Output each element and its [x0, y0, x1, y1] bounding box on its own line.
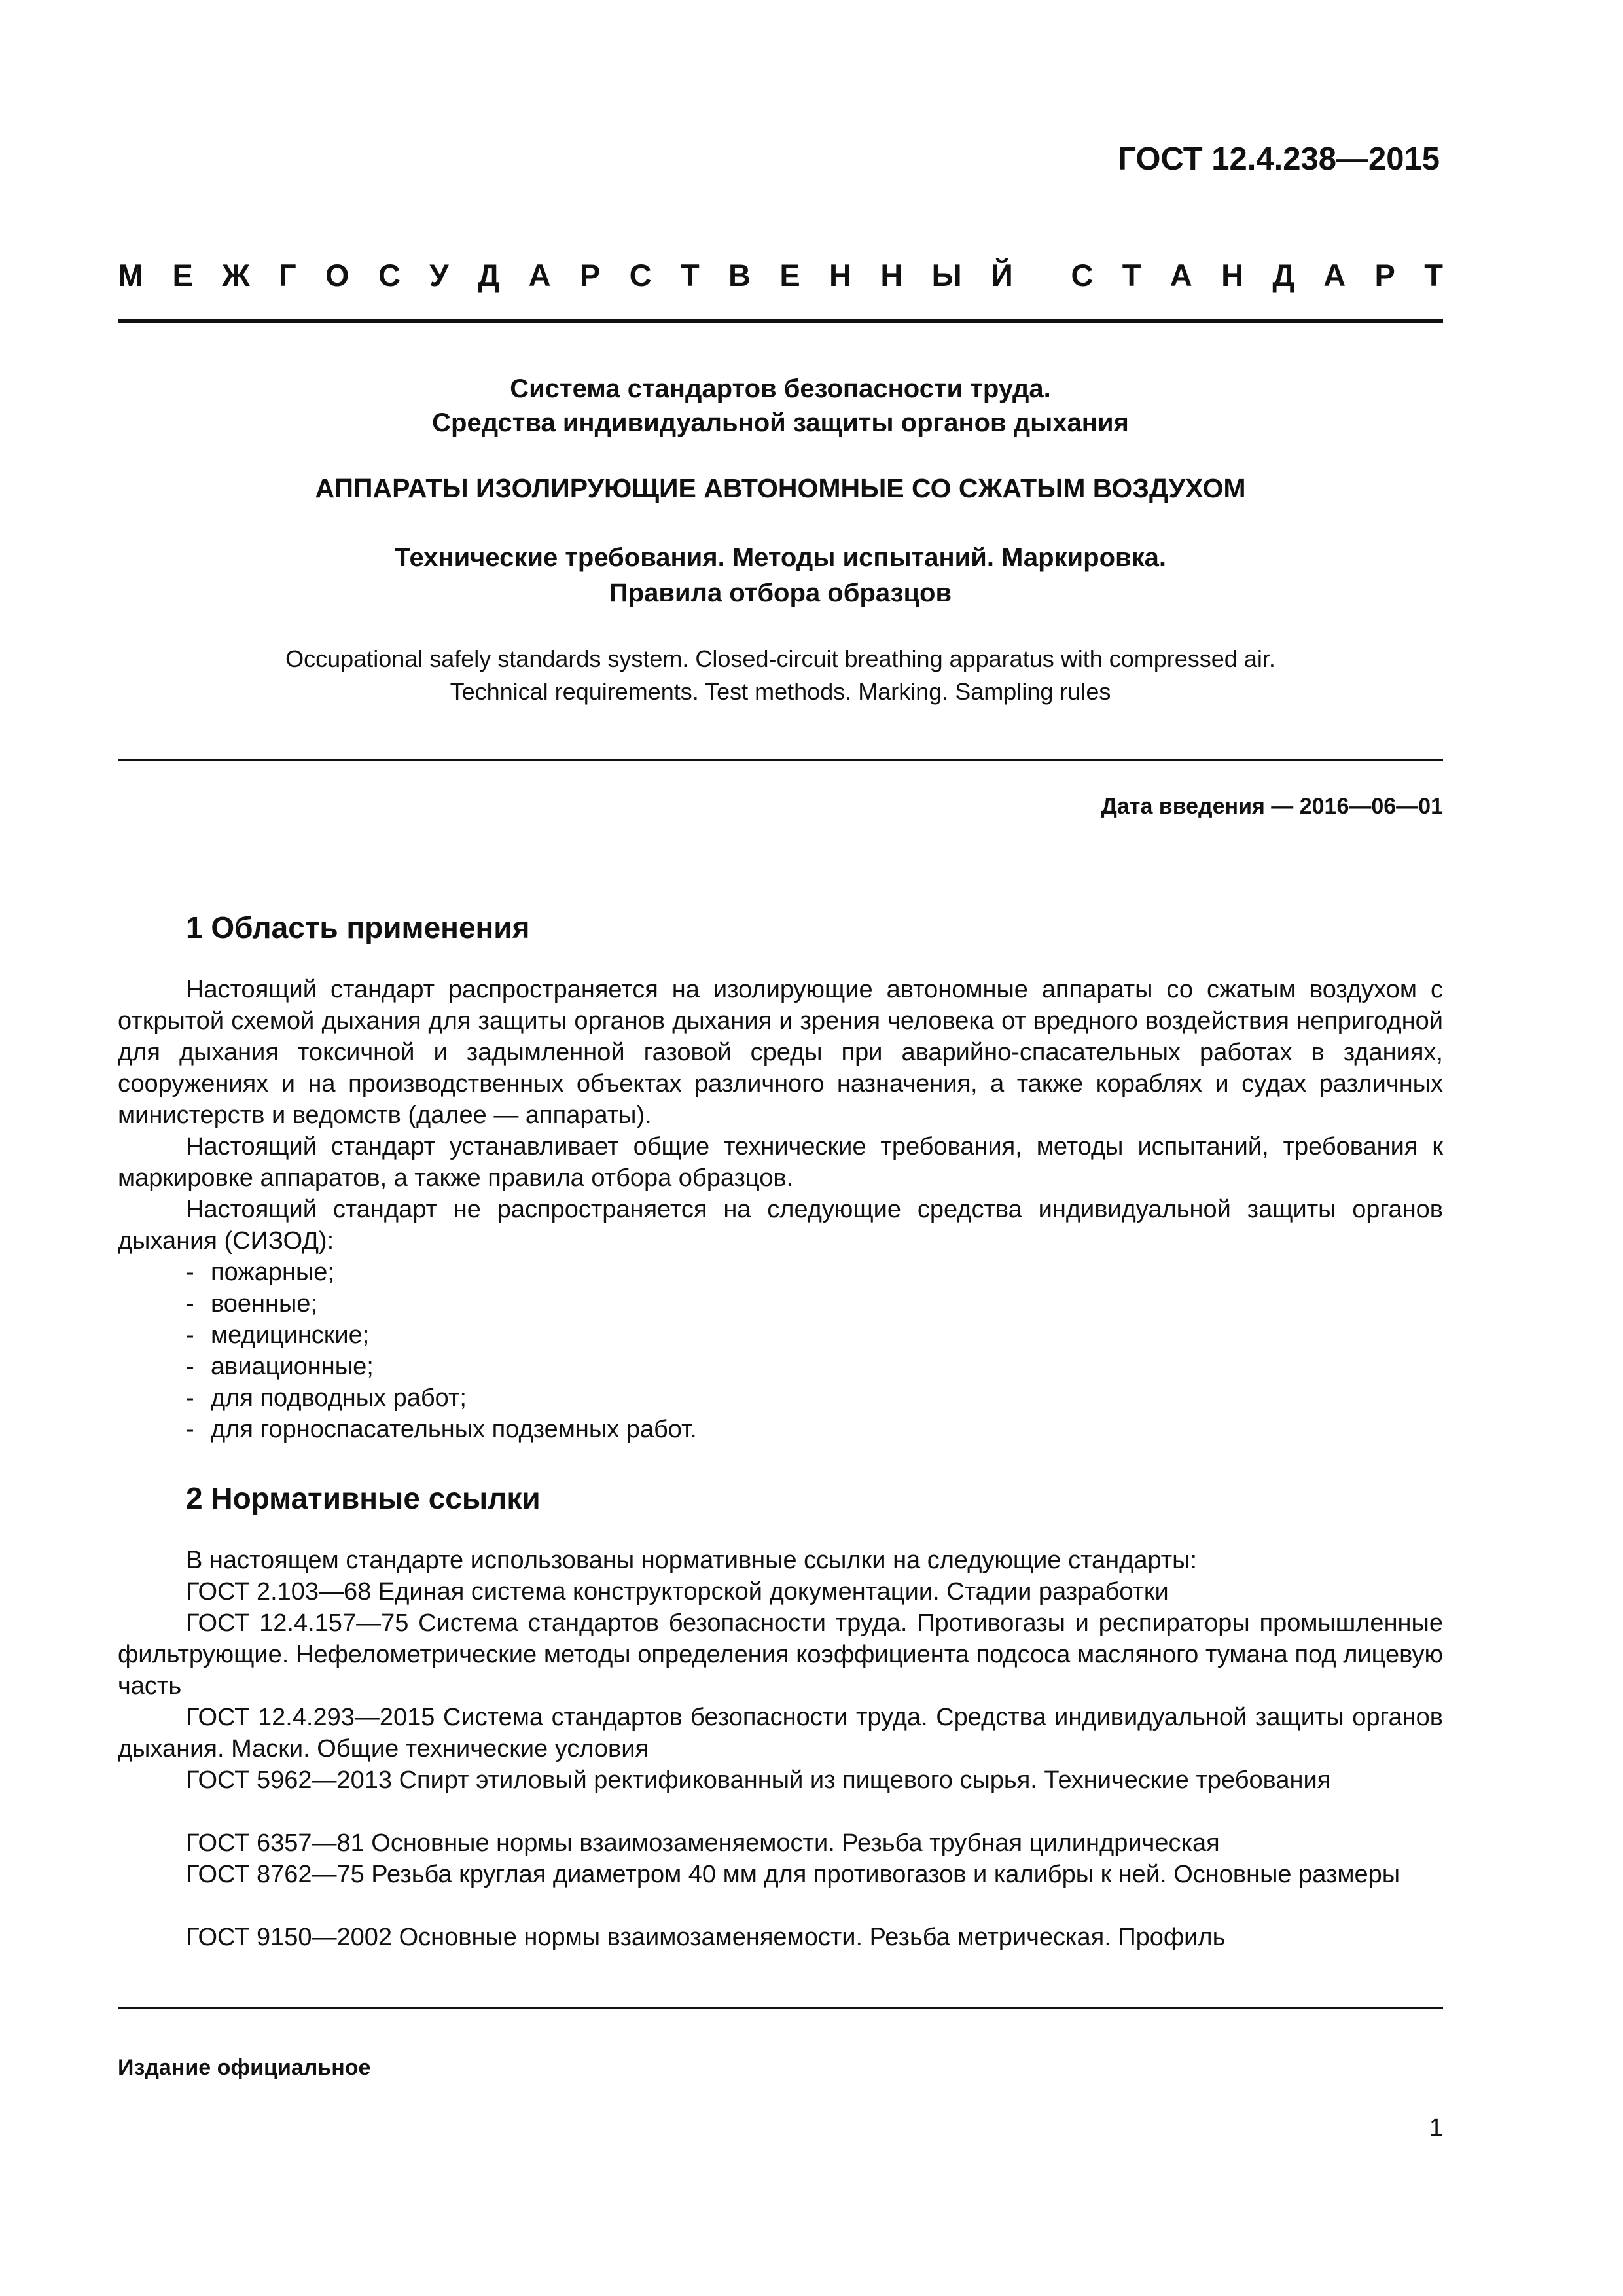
- normative-reference: ГОСТ 8762—75 Резьба круглая диаметром 40 мм для противогазов и калибры к ней. Основные размеры: [186, 1861, 1400, 1888]
- standard-type-letter: Р: [579, 258, 601, 293]
- standard-type-letter: О: [325, 258, 349, 293]
- standard-type-letter: У: [429, 258, 449, 293]
- normative-reference: ГОСТ 6357—81 Основные нормы взаимозаменяемости. Резьба трубная цилиндрическая: [186, 1829, 1220, 1857]
- list-item: - авиационные;: [186, 1353, 374, 1380]
- standard-type-letter: Е: [779, 258, 800, 293]
- normative-reference: ГОСТ 9150—2002 Основные нормы взаимозаменяемости. Резьба метрическая. Профиль: [186, 1924, 1226, 1951]
- standard-type-letter: А: [528, 258, 551, 293]
- list-item: - для горноспасательных подземных работ.: [186, 1416, 697, 1443]
- introduction-date: Дата введения — 2016—06—01: [1101, 794, 1443, 819]
- normative-reference: ГОСТ 12.4.293—2015 Система стандартов безопасности труда. Средства индивидуальной защиты органов дыхания. Маски. Общие технические условия: [118, 1704, 1443, 1763]
- system-title-line-2: Средства индивидуальной защиты органов дыхания: [432, 408, 1129, 437]
- english-title-line-1: Occupational safely standards system. Closed-circuit breathing apparatus with compressed air.: [285, 645, 1275, 672]
- section-2-heading: 2 Нормативные ссылки: [186, 1481, 541, 1515]
- standard-type-letter: А: [1323, 258, 1346, 293]
- standard-type-letter: С: [629, 258, 652, 293]
- standard-type-letter: Т: [1424, 258, 1443, 293]
- standard-type-heading: [118, 257, 1443, 293]
- standard-type-letter: Д: [1272, 258, 1294, 293]
- document-number: ГОСТ 12.4.238—2015: [1118, 141, 1440, 177]
- official-edition-label: Издание официальное: [118, 2055, 371, 2080]
- standard-type-letter: Н: [880, 258, 903, 293]
- list-item: - военные;: [186, 1290, 318, 1318]
- standard-type-letter: С: [1071, 258, 1094, 293]
- section-1-paragraph-1: Настоящий стандарт распространяется на изолирующие автономные аппараты со сжатым воздухом с открытой схемой дыхания для защиты органов дыхания и зрения человека от вредного воздействия непригодной для дыхания токсичной и задымленной газовой среды при аварийно-спасательных работах в зданиях, сооружениях и на производственных объектах различного назначения, а также кораблях и судах различных министерств и ведомств (далее — аппараты).: [118, 976, 1443, 1129]
- standard-type-letter: Н: [829, 258, 851, 293]
- normative-reference: ГОСТ 5962—2013 Спирт этиловый ректификованный из пищевого сырья. Технические требования: [186, 1767, 1331, 1794]
- standard-type-letter: Е: [172, 258, 193, 293]
- standard-type-letter: Й: [990, 258, 1013, 293]
- standard-type-letter: Р: [1374, 258, 1395, 293]
- normative-reference: ГОСТ 2.103—68 Единая система конструкторской документации. Стадии разработки: [186, 1578, 1169, 1605]
- standard-type-letter: Н: [1221, 258, 1244, 293]
- page-number: 1: [1429, 2114, 1443, 2142]
- standard-type-letter: Ж: [222, 258, 250, 293]
- subtitle-line-1: Технические требования. Методы испытаний. Маркировка.: [395, 543, 1166, 572]
- list-item: - для подводных работ;: [186, 1384, 467, 1412]
- standard-type-letter: Т: [680, 258, 700, 293]
- standard-type-letter: Д: [477, 258, 500, 293]
- standard-type-letter: В: [728, 258, 751, 293]
- normative-reference: ГОСТ 12.4.157—75 Система стандартов безопасности труда. Противогазы и респираторы промышленные фильтрующие. Нефелометрические методы определения коэффициента подсоса масляного тумана под лицевую часть: [118, 1609, 1443, 1700]
- section-2-intro: В настоящем стандарте использованы нормативные ссылки на следующие стандарты:: [186, 1547, 1198, 1574]
- standard-type-letter: Г: [279, 258, 296, 293]
- footer-rule: [118, 2007, 1443, 2009]
- section-1-paragraph-3: Настоящий стандарт не распространяется на следующие средства индивидуальной защиты органов дыхания (СИЗОД):: [118, 1196, 1443, 1255]
- standard-type-letter: Т: [1122, 258, 1141, 293]
- list-item: - пожарные;: [186, 1259, 334, 1286]
- standard-type-letter: М: [118, 258, 144, 293]
- section-1-paragraph-2: Настоящий стандарт устанавливает общие технические требования, методы испытаний, требования к маркировке аппаратов, а также правила отбора образцов.: [118, 1133, 1443, 1192]
- system-title-line-1: Система стандартов безопасности труда.: [510, 374, 1051, 403]
- english-title-line-2: Technical requirements. Test methods. Marking. Sampling rules: [450, 678, 1111, 705]
- main-title: АППАРАТЫ ИЗОЛИРУЮЩИЕ АВТОНОМНЫЕ СО СЖАТЫМ ВОЗДУХОМ: [315, 473, 1246, 503]
- list-item: - медицинские;: [186, 1321, 370, 1349]
- title-rule: [118, 759, 1443, 761]
- standard-type-letter: С: [378, 258, 401, 293]
- standard-type-letter: А: [1169, 258, 1192, 293]
- subtitle-line-2: Правила отбора образцов: [609, 579, 952, 607]
- header-rule: [118, 319, 1443, 323]
- standard-type-letter: Ы: [931, 258, 962, 293]
- section-1-heading: 1 Область применения: [186, 910, 530, 944]
